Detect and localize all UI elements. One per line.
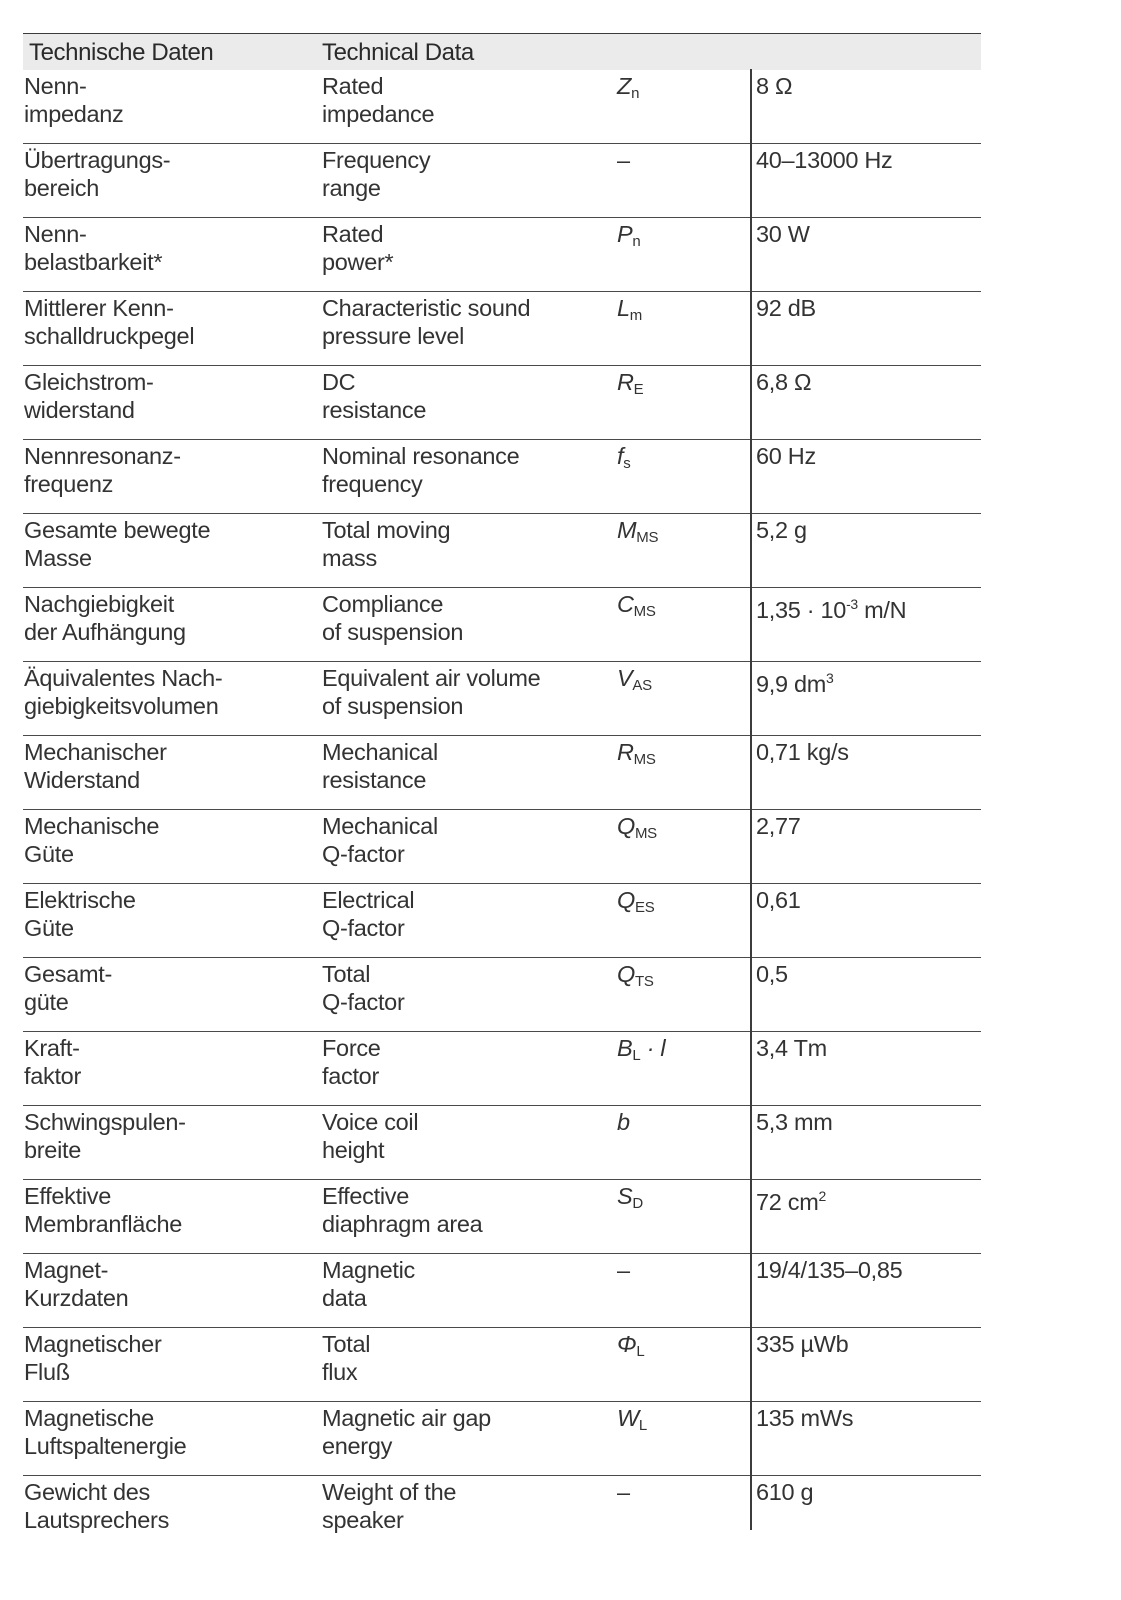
table-row <box>23 958 981 1032</box>
symbol <box>617 442 747 478</box>
value-main: 40–13000 Hz <box>756 147 893 173</box>
table-row <box>23 218 981 292</box>
label-german: Gewicht des Lautsprechers <box>24 1479 170 1533</box>
symbol-subscript: L <box>632 1047 641 1064</box>
label-german: Mittlerer Kenn- schalldruckpegel <box>24 295 195 349</box>
symbol-subscript: TS <box>634 973 654 990</box>
symbol-subscript: MS <box>634 825 657 842</box>
value-main: 19/4/135–0,85 <box>756 1257 903 1283</box>
label-english: Nominal resonance frequency <box>322 443 520 497</box>
symbol-main: b <box>617 1109 630 1135</box>
table-row <box>23 1476 981 1549</box>
label-english: Total Q-factor <box>322 961 405 1015</box>
label-english: DC resistance <box>322 369 427 423</box>
value-unit: m/N <box>857 597 907 623</box>
label-german: Magnetische Luftspaltenergie <box>24 1405 187 1459</box>
label-german: Gleichstrom- widerstand <box>24 369 154 423</box>
symbol <box>617 1404 747 1440</box>
symbol-subscript: m <box>629 307 642 324</box>
label-german: Nenn- belastbarkeit* <box>24 221 163 275</box>
value <box>756 1108 981 1136</box>
symbol-main: V <box>617 665 633 691</box>
label-english: Mechanical resistance <box>322 739 438 793</box>
symbol-subscript: s <box>623 455 631 472</box>
value <box>756 886 981 914</box>
value <box>756 368 981 396</box>
label-english: Voice coil height <box>322 1109 419 1163</box>
value-main: 3,4 Tm <box>756 1035 827 1061</box>
label-english: Magnetic air gap energy <box>322 1405 491 1459</box>
table-row <box>23 736 981 810</box>
label-german: Kraft- faktor <box>24 1035 81 1089</box>
label-german: Schwingspulen- breite <box>24 1109 186 1163</box>
symbol-main: W <box>617 1405 639 1431</box>
value <box>756 1034 981 1062</box>
label-german: Gesamt- güte <box>24 961 112 1015</box>
label-english: Total flux <box>322 1331 371 1385</box>
value-main: 0,61 <box>756 887 801 913</box>
value-main: 5,2 g <box>756 517 807 543</box>
symbol <box>617 1182 747 1218</box>
label-english: Equivalent air volume of suspension <box>322 665 541 719</box>
symbol <box>617 1330 747 1366</box>
table-row <box>23 514 981 588</box>
symbol-main: Q <box>617 961 635 987</box>
label-german: Nachgiebigkeit der Aufhängung <box>24 591 186 645</box>
symbol <box>617 738 747 774</box>
symbol <box>617 220 747 256</box>
symbol <box>617 1478 747 1506</box>
label-english: Compliance of suspension <box>322 591 464 645</box>
label-english: Force factor <box>322 1035 381 1089</box>
symbol-main: Φ <box>617 1331 637 1357</box>
table-row <box>23 144 981 218</box>
symbol-main: Z <box>617 73 632 99</box>
symbol-main: R <box>617 739 634 765</box>
symbol-main: – <box>617 1479 630 1505</box>
label-german: Nenn- impedanz <box>24 73 124 127</box>
value-superscript: 2 <box>818 1188 826 1204</box>
table-row <box>23 1402 981 1476</box>
label-german: Mechanische Güte <box>24 813 160 867</box>
label-german: Gesamte bewegte Masse <box>24 517 211 571</box>
value-main: 60 Hz <box>756 443 816 469</box>
symbol-main: P <box>617 221 633 247</box>
value <box>756 442 981 470</box>
label-german: Äquivalentes Nach- giebigkeitsvolumen <box>24 665 223 719</box>
table-row <box>23 810 981 884</box>
symbol <box>617 146 747 174</box>
header-english: Technical Data <box>322 39 474 66</box>
value <box>756 294 981 322</box>
value <box>756 590 981 624</box>
value-main: 0,71 kg/s <box>756 739 849 765</box>
value <box>756 1404 981 1432</box>
symbol-suffix: · l <box>640 1035 666 1061</box>
symbol-main: S <box>617 1183 633 1209</box>
symbol-subscript: AS <box>632 677 652 694</box>
value-main: 5,3 mm <box>756 1109 833 1135</box>
value-main: 0,5 <box>756 961 788 987</box>
symbol <box>617 960 747 996</box>
label-english: Rated impedance <box>322 73 435 127</box>
symbol <box>617 886 747 922</box>
table-row <box>23 440 981 514</box>
symbol-main: f <box>617 443 624 469</box>
label-english: Frequency range <box>322 147 431 201</box>
symbol-subscript: MS <box>636 529 659 546</box>
symbol-main: B <box>617 1035 633 1061</box>
symbol-subscript: D <box>632 1195 643 1212</box>
label-english: Electrical Q-factor <box>322 887 415 941</box>
value <box>756 812 981 840</box>
symbol <box>617 1108 747 1136</box>
value-main: 30 W <box>756 221 810 247</box>
label-english: Total moving mass <box>322 517 451 571</box>
table-row <box>23 588 981 662</box>
symbol <box>617 812 747 848</box>
label-english: Effective diaphragm area <box>322 1183 483 1237</box>
symbol-main: Q <box>617 887 635 913</box>
table-row <box>23 292 981 366</box>
symbol <box>617 72 747 108</box>
table-body <box>23 70 981 1549</box>
label-german: Effektive Membranfläche <box>24 1183 183 1237</box>
symbol-subscript: L <box>638 1417 647 1434</box>
label-english: Rated power* <box>322 221 394 275</box>
value-main: 610 g <box>756 1479 814 1505</box>
value-main: 1,35 · 10 <box>756 597 847 623</box>
table-row <box>23 366 981 440</box>
table-row <box>23 1254 981 1328</box>
label-german: Mechanischer Widerstand <box>24 739 167 793</box>
value <box>756 1256 981 1284</box>
symbol <box>617 368 747 404</box>
value-superscript: 3 <box>826 670 834 686</box>
value <box>756 1182 981 1216</box>
value-main: 135 mWs <box>756 1405 854 1431</box>
table-row <box>23 1180 981 1254</box>
symbol-main: – <box>617 1257 630 1283</box>
value <box>756 146 981 174</box>
label-german: Elektrische Güte <box>24 887 136 941</box>
value <box>756 516 981 544</box>
technical-data-table <box>23 33 981 1549</box>
label-german: Magnetischer Fluß <box>24 1331 162 1385</box>
label-english: Magnetic data <box>322 1257 415 1311</box>
value-main: 9,9 dm <box>756 671 827 697</box>
value-main: 2,77 <box>756 813 801 839</box>
symbol-subscript: MS <box>633 751 656 768</box>
table-row <box>23 662 981 736</box>
value <box>756 1478 981 1506</box>
symbol <box>617 516 747 552</box>
value-main: 92 dB <box>756 295 816 321</box>
label-english: Weight of the speaker <box>322 1479 457 1533</box>
symbol-main: L <box>617 295 630 321</box>
label-german: Magnet- Kurzdaten <box>24 1257 129 1311</box>
table-row <box>23 70 981 144</box>
value-main: 335 µWb <box>756 1331 849 1357</box>
label-german: Übertragungs- bereich <box>24 147 171 201</box>
value <box>756 960 981 988</box>
symbol <box>617 664 747 700</box>
value-superscript: -3 <box>846 596 858 612</box>
header-german: Technische Daten <box>29 39 214 66</box>
symbol <box>617 294 747 330</box>
value-main: 72 cm <box>756 1189 819 1215</box>
symbol-subscript: E <box>633 381 644 398</box>
symbol <box>617 1256 747 1284</box>
symbol-main: M <box>617 517 637 543</box>
symbol-main: R <box>617 369 634 395</box>
value <box>756 220 981 248</box>
symbol-main: – <box>617 147 630 173</box>
symbol-main: Q <box>617 813 635 839</box>
symbol-subscript: n <box>632 233 641 250</box>
column-divider <box>750 69 752 1530</box>
value <box>756 738 981 766</box>
symbol-subscript: ES <box>634 899 655 916</box>
table-row <box>23 1328 981 1402</box>
table-header <box>23 33 981 70</box>
value-main: 8 Ω <box>756 73 793 99</box>
symbol-main: C <box>617 591 634 617</box>
symbol-subscript: MS <box>633 603 656 620</box>
symbol <box>617 590 747 626</box>
value <box>756 72 981 100</box>
value <box>756 1330 981 1358</box>
symbol-subscript: L <box>636 1343 645 1360</box>
table-row <box>23 1032 981 1106</box>
label-german: Nennresonanz- frequenz <box>24 443 181 497</box>
symbol-subscript: n <box>631 85 640 102</box>
label-english: Mechanical Q-factor <box>322 813 438 867</box>
table-row <box>23 884 981 958</box>
table-row <box>23 1106 981 1180</box>
label-english: Characteristic sound pressure level <box>322 295 531 349</box>
symbol <box>617 1034 747 1070</box>
value-main: 6,8 Ω <box>756 369 812 395</box>
value <box>756 664 981 698</box>
